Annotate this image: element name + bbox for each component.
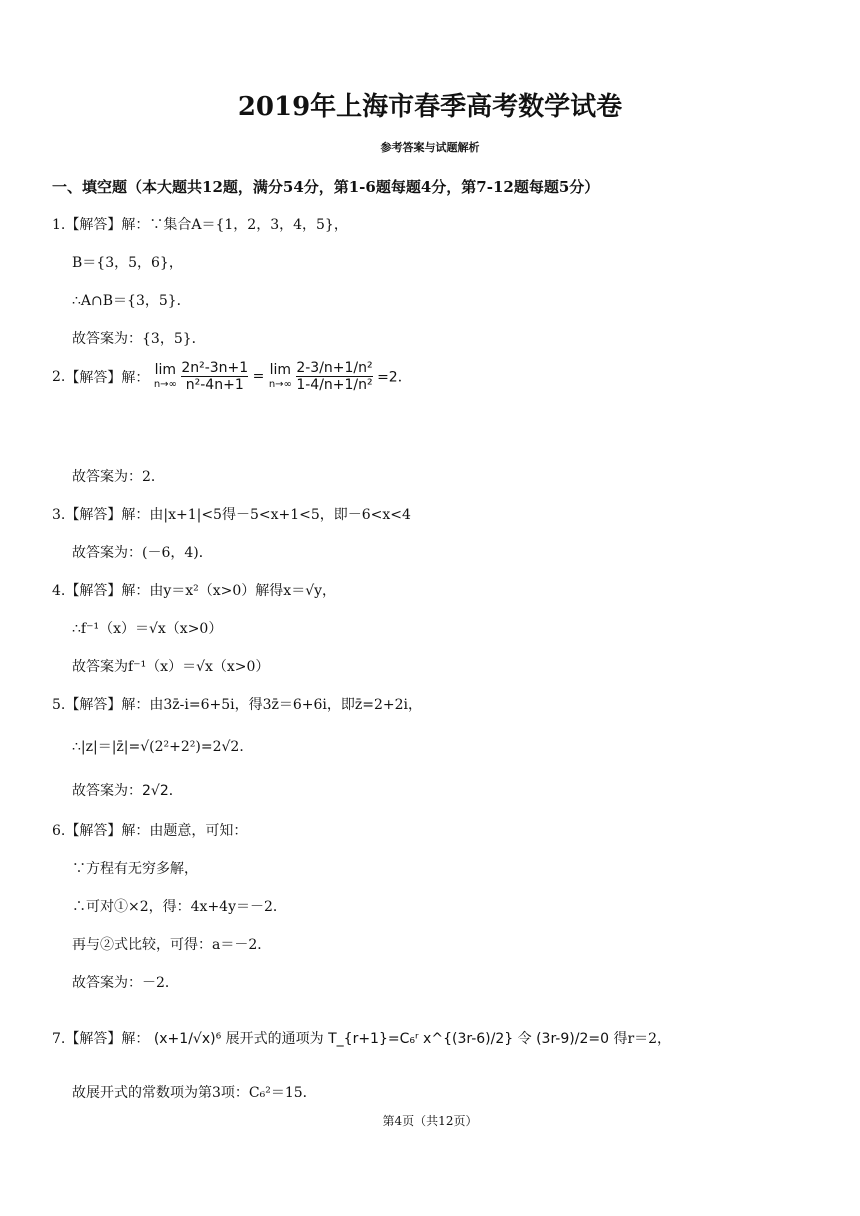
q4-line2: ∴f⁻¹（x）＝√x（x>0） [72, 621, 223, 637]
q7-number: 7. [52, 1031, 66, 1047]
q6-answer: 故答案为：－2． [72, 975, 179, 991]
q3-tag: 【解答】解： [65, 507, 150, 523]
q2-result: =2． [377, 369, 412, 386]
q6-line3-post: ×2，得：4x+4y＝－2． [128, 899, 287, 915]
lim-label-2: lim [269, 362, 292, 379]
lim-sub: n→∞ [153, 378, 177, 390]
q5-text: 由3z̄-i=6+5i，得3z̄＝6+6i，即z̄=2+2i， [149, 697, 423, 713]
q1-line3: ∴A∩B＝{3，5}． [72, 293, 191, 309]
q6-line4-post: 式比较，可得：a＝－2． [114, 937, 272, 953]
q2-answer: 故答案为：2． [72, 469, 165, 485]
q7-line1 [52, 1028, 671, 1048]
q7-general-term: T_{r+1}=C₆ʳ x^{(3r-6)/2} [328, 1031, 514, 1047]
q2-numerator-2: 2-3/n+1/n² [296, 360, 373, 376]
page-subtitle: 参考答案与试题解析 [380, 141, 480, 154]
q7-expression: (x+1/√x)⁶ [153, 1031, 222, 1047]
q2-number: 2. [52, 368, 66, 385]
q7-text1: 展开式的通项为 [225, 1031, 324, 1047]
q7-answer: 故展开式的常数项为第3项：C₆²＝15． [72, 1085, 317, 1101]
q2-fraction-2 [296, 360, 372, 393]
lim-sub-2: n→∞ [268, 378, 292, 390]
q1-set-a: A＝{1，2，3，4，5}， [191, 217, 348, 233]
q2-line1 [52, 360, 412, 393]
page-title: 2019年上海市春季高考数学试卷 [237, 92, 623, 122]
q2-equals: = [252, 368, 265, 385]
q6-line4 [72, 934, 271, 954]
q2-numerator-1: 2n²-3n+1 [181, 360, 249, 376]
q6-text: 由题意，可知： [149, 823, 248, 839]
q3-answer: 故答案为：(－6，4)． [72, 545, 213, 561]
q6-line3-pre: ∴可对 [72, 899, 114, 915]
q6-number: 6. [52, 823, 66, 839]
q1-line1 [52, 214, 348, 234]
q4-line1 [52, 580, 336, 600]
q7-text2: 令 [517, 1031, 532, 1047]
q1-text: ∵集合 [149, 217, 192, 233]
q3-line1 [52, 504, 411, 524]
q4-answer: 故答案为f⁻¹（x）＝√x（x>0） [72, 659, 270, 675]
section-heading: 一、填空题（本大题共12题，满分54分，第1-6题每题4分，第7-12题每题5分） [52, 178, 600, 196]
lim-label: lim [154, 362, 177, 379]
q6-line1 [52, 820, 247, 840]
q2-denominator-2: 1-4/n+1/n² [296, 377, 373, 394]
q3-number: 3. [52, 507, 66, 523]
q5-answer-prefix: 故答案为： [72, 783, 142, 799]
circled-two: ② [100, 937, 114, 953]
q6-line2: ∵方程有无穷多解， [72, 861, 198, 877]
q3-text: 由|x+1|<5得－5<x+1<5，即－6<x<4 [149, 507, 411, 523]
q5-answer [72, 780, 183, 800]
q7-text3: 得r＝2， [613, 1031, 672, 1047]
q5-number: 5. [52, 697, 66, 713]
q1-number: 1. [52, 217, 66, 233]
q2-limit-2 [269, 363, 292, 389]
q7-tag: 【解答】解： [65, 1031, 150, 1047]
q5-answer-value: 2√2． [142, 783, 183, 799]
q1-tag: 【解答】解： [65, 217, 150, 233]
q6-line4-pre: 再与 [72, 937, 100, 953]
q1-line2: B＝{3，5，6}， [72, 255, 183, 271]
q5-line2: ∴|z|＝|z̄|=√(2²+2²)=2√2． [72, 739, 254, 755]
q5-tag: 【解答】解： [65, 697, 150, 713]
q2-denominator-1: n²-4n+1 [181, 376, 248, 393]
q2-limit-1 [154, 363, 177, 389]
q2-fraction-1 [181, 360, 248, 393]
q4-text: 由y＝x²（x>0）解得x＝√y， [149, 583, 337, 599]
q4-tag: 【解答】解： [65, 583, 150, 599]
q4-number: 4. [52, 583, 66, 599]
q7-condition: (3r-9)/2=0 [536, 1031, 609, 1047]
q2-tag: 【解答】解： [65, 369, 150, 386]
page-footer: 第4页（共12页） [382, 1114, 478, 1128]
q6-tag: 【解答】解： [65, 823, 150, 839]
q1-answer: 故答案为：{3，5}． [72, 331, 206, 347]
q6-line3 [72, 896, 287, 916]
q5-line1 [52, 694, 422, 714]
circled-one: ① [114, 899, 128, 915]
